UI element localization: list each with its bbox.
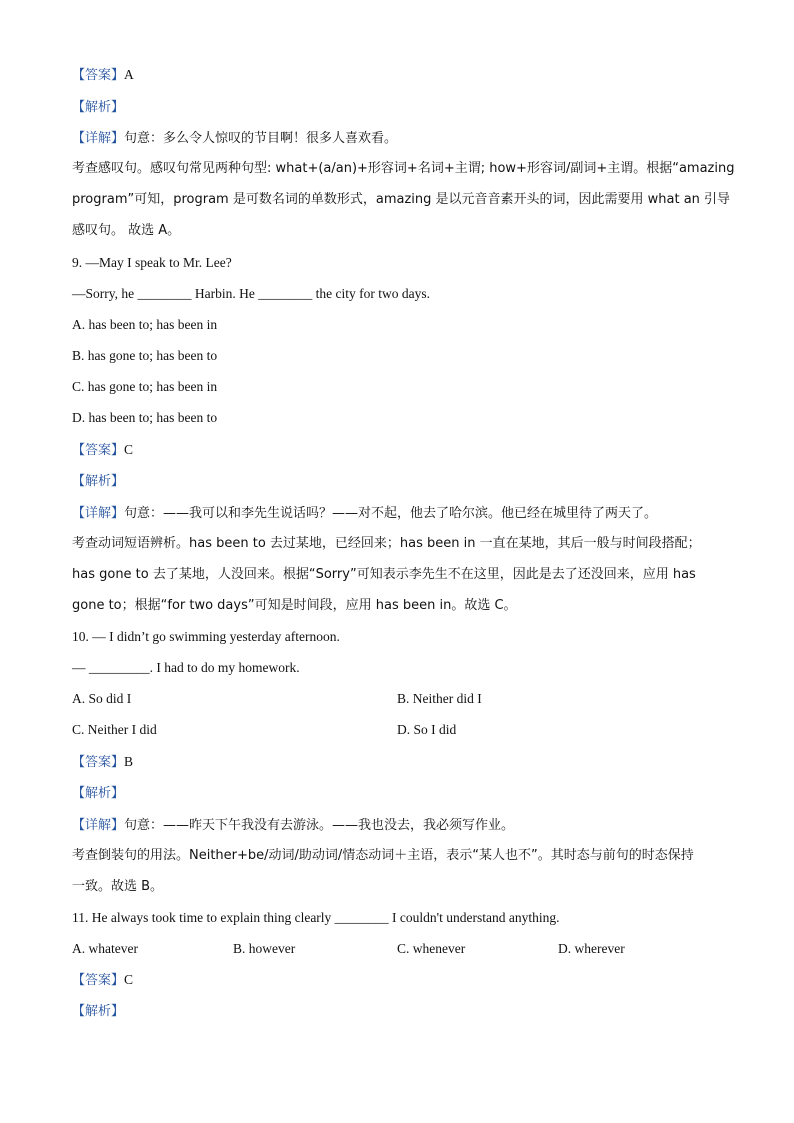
- q10-options-row-2: [72, 721, 732, 739]
- answer-value: C: [124, 972, 134, 987]
- q11-answer-line: [72, 971, 732, 990]
- q10-explain-line-2: 一致。故选 B。: [72, 879, 164, 894]
- analysis-tag: 【解析】: [72, 474, 125, 489]
- q8-explain-line-2: program”可知，program 是可数名词的单数形式，amazing 是以元音音素开头的词，因此需要用 what an 引导: [72, 192, 731, 207]
- q10-analysis-line: [72, 784, 732, 803]
- answer-tag: 【答案】: [72, 755, 125, 770]
- detail-tag: 【详解】: [72, 818, 125, 833]
- q8-explain-line-3: 感叹句。 故选 A。: [72, 223, 181, 238]
- analysis-tag: 【解析】: [72, 100, 125, 115]
- answer-value: B: [124, 754, 134, 769]
- q9-option-c: C. has gone to; has been in: [72, 379, 218, 394]
- q10-explain-line-1: 考查倒装句的用法。Neither+be/动词/助动词/情态动词＋主语，表示“某人也不”。其时态与前句的时态保持: [72, 848, 694, 863]
- detail-text: 句意：多么令人惊叹的节目啊！很多人喜欢看。: [124, 131, 398, 146]
- q10-option-c: C. Neither I did: [72, 722, 157, 737]
- q9-option-b: B. has gone to; has been to: [72, 348, 218, 363]
- q11-option-a: A. whatever: [72, 941, 138, 956]
- q10-option-d: D. So I did: [397, 722, 457, 737]
- answer-value: C: [124, 442, 134, 457]
- q9-option-d: D. has been to; has been to: [72, 410, 218, 425]
- detail-tag: 【详解】: [72, 131, 125, 146]
- q9-detail-line: [72, 504, 732, 523]
- q9-explain-line-2: has gone to 去了某地，人没回来。根据“Sorry”可知表示李先生不在这里，因此是去了还没回来，应用 has: [72, 567, 696, 582]
- q11-analysis-line: [72, 1002, 732, 1021]
- q11-option-b: B. however: [233, 941, 296, 956]
- q11-stem-line-1: 11. He always took time to explain thing clearly ________ I couldn't understand anything.: [72, 910, 560, 925]
- q10-option-b: B. Neither did I: [397, 691, 482, 706]
- q9-option-a: A. has been to; has been in: [72, 317, 218, 332]
- answer-value: A: [124, 67, 134, 82]
- answer-tag: 【答案】: [72, 68, 125, 83]
- q10-option-a: A. So did I: [72, 691, 132, 706]
- detail-text: 句意：——昨天下午我没有去游泳。——我也没去，我必须写作业。: [124, 818, 515, 833]
- q9-answer-line: [72, 441, 732, 460]
- q11-option-d: D. wherever: [558, 941, 625, 956]
- analysis-tag: 【解析】: [72, 786, 125, 801]
- answer-tag: 【答案】: [72, 443, 125, 458]
- q9-stem-line-1: 9. —May I speak to Mr. Lee?: [72, 255, 232, 270]
- q10-answer-line: [72, 753, 732, 772]
- detail-tag: 【详解】: [72, 506, 125, 521]
- q8-analysis-line: [72, 98, 732, 117]
- q8-explain-line-1: 考查感叹句。感叹句常见两种句型: what+(a/an)+形容词+名词+主谓; how+形容词/副词+主谓。根据“amazing: [72, 161, 735, 176]
- q8-answer-line: [72, 66, 732, 85]
- q8-detail-line: [72, 129, 732, 148]
- q10-stem-line-2: — _________. I had to do my homework.: [72, 660, 300, 675]
- q10-stem-line-1: 10. — I didn’t go swimming yesterday afternoon.: [72, 629, 340, 644]
- q9-stem-line-2: —Sorry, he ________ Harbin. He ________ the city for two days.: [72, 286, 430, 301]
- q10-detail-line: [72, 816, 732, 835]
- q10-options-row-1: [72, 690, 732, 708]
- analysis-tag: 【解析】: [72, 1004, 125, 1019]
- q11-option-c: C. whenever: [397, 941, 466, 956]
- q9-explain-line-1: 考查动词短语辨析。has been to 去过某地，已经回来；has been in 一直在某地，其后一般与时间段搭配；: [72, 536, 701, 551]
- detail-text: 句意：——我可以和李先生说话吗？——对不起，他去了哈尔滨。他已经在城里待了两天了。: [124, 506, 658, 521]
- q9-analysis-line: [72, 472, 732, 491]
- answer-tag: 【答案】: [72, 973, 125, 988]
- q9-explain-line-3: gone to；根据“for two days”可知是时间段，应用 has been in。故选 C。: [72, 598, 517, 613]
